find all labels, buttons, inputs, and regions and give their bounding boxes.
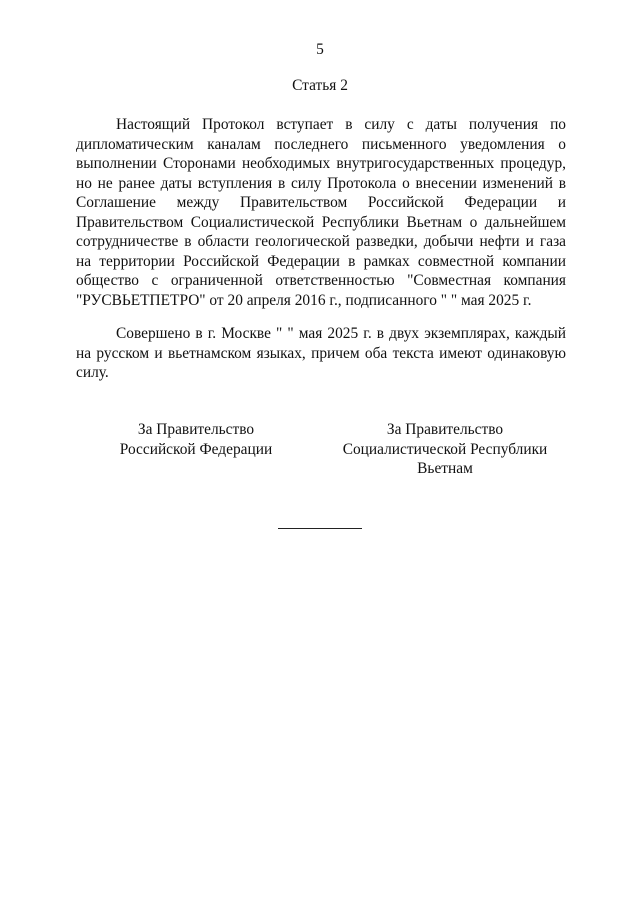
signature-party: Социалистической Республики xyxy=(342,440,548,458)
signature-party: Российской Федерации xyxy=(119,440,273,458)
end-of-document-rule xyxy=(278,528,362,529)
signature-block-vietnam xyxy=(330,420,560,479)
article-title: Статья 2 xyxy=(292,77,348,94)
signature-label: За Правительство xyxy=(386,421,504,438)
signature-party-cont: Вьетнам xyxy=(417,460,473,477)
signature-block-russia xyxy=(96,420,296,459)
paragraph-entry-into-force: Настоящий Протокол вступает в силу с даты получения по дипломатическим каналам последнего письменного уведомления о выполнении Сторонами необходимых внутригосударственных процедур, но не ранее даты вступления в силу Протокола о внесении изменений в Соглашение между Правительством Российской Федерации и Правительством Социалистической Республики Вьетнам о дальнейшем сотрудничестве в области геологической разведки, добычи нефти и газа на территории Российской Федерации в рамках совместной компании общество с ограниченной ответственностью "Совместная компания "РУСВЬЕТПЕТРО" от 20 апреля 2016 г., подписанного " " мая 2025 г. xyxy=(76,116,566,309)
paragraph-done-at: Совершено в г. Москве " " мая 2025 г. в двух экземплярах, каждый на русском и вьетнамском языках, причем оба текста имеют одинаковую силу. xyxy=(76,325,566,381)
signature-label: За Правительство xyxy=(137,421,255,438)
page-number: 5 xyxy=(316,41,324,58)
